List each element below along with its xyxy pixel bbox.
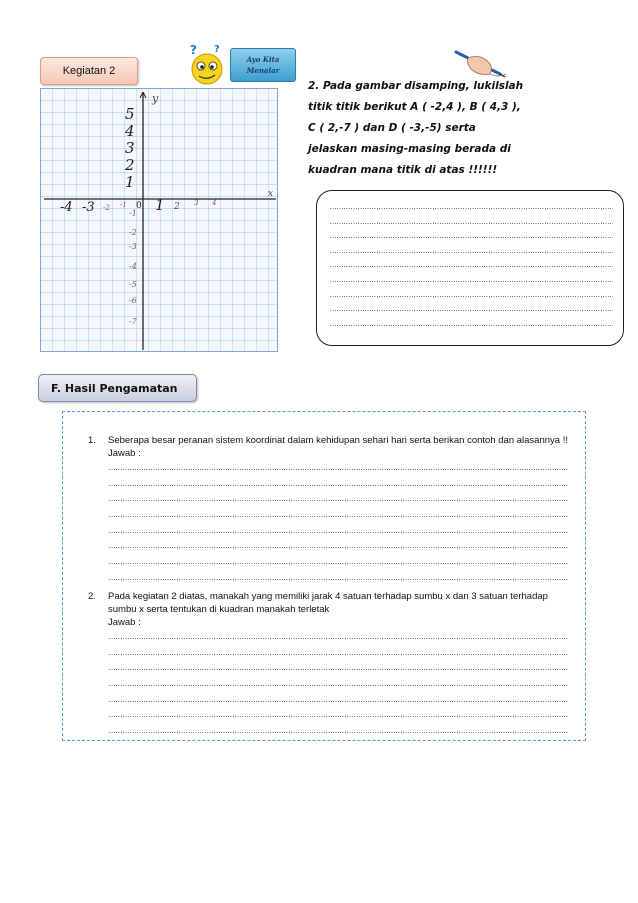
answer-line[interactable]: [108, 554, 568, 570]
x-tick-neg1: -1: [120, 201, 127, 209]
answer-label: Jawab :: [108, 448, 141, 459]
question-line: 2. Pada gambar disamping, lukilslah: [308, 80, 524, 92]
x-tick-1: 1: [155, 196, 165, 214]
y-tick-neg3: -3: [129, 242, 137, 251]
y-tick-neg1: -1: [129, 209, 137, 218]
answer-line[interactable]: [108, 507, 568, 523]
answer-line[interactable]: [108, 538, 568, 554]
answer-line[interactable]: [108, 460, 568, 476]
answer-box[interactable]: [316, 190, 624, 346]
answer-line[interactable]: [108, 723, 568, 739]
answer-line[interactable]: [108, 645, 568, 661]
y-tick-neg7: -7: [129, 317, 137, 326]
question-line: jelaskan masing-masing berada di: [308, 143, 511, 155]
y-tick-neg6: -6: [129, 296, 137, 305]
answer-line: [329, 258, 613, 273]
answer-line[interactable]: [108, 570, 568, 586]
answer-line: [329, 273, 613, 288]
answer-line: [329, 317, 613, 332]
y-tick-1: 1: [125, 173, 135, 191]
question-text: Seberapa besar peranan sistem koordinat dalam kehidupan sehari hari serta berikan contoh dan alasannya !!: [108, 435, 568, 446]
y-tick-neg5: -5: [129, 280, 137, 289]
answer-line[interactable]: [108, 476, 568, 492]
ayo-kita-menalar-badge: Ayo Kita Menalar: [230, 48, 296, 82]
answer-line[interactable]: [108, 660, 568, 676]
y-tick-2: 2: [125, 156, 135, 174]
x-tick-4: 4: [212, 199, 217, 207]
x-tick-neg3: -3: [82, 200, 95, 215]
y-tick-4: 4: [125, 122, 135, 140]
answer-line: [329, 215, 613, 230]
svg-text:?: ?: [190, 43, 197, 57]
thinking-emoji-icon: [188, 42, 228, 88]
answer-line[interactable]: [108, 692, 568, 708]
answer-line: [329, 244, 613, 259]
answer-line: [329, 229, 613, 244]
svg-text:?: ?: [214, 44, 220, 55]
x-axis-label: x: [268, 189, 274, 199]
answer-line[interactable]: [108, 707, 568, 723]
answer-line[interactable]: [108, 676, 568, 692]
answer-line[interactable]: [108, 523, 568, 539]
question-text: Pada kegiatan 2 diatas, manakah yang memiliki jarak 4 satuan terhadap sumbu x dan 3 satuan terhadap sumbu x serta tentukan di kuadran manakah terletak: [108, 591, 548, 615]
x-tick-neg4: -4: [60, 200, 73, 215]
answer-line[interactable]: [108, 629, 568, 645]
answer-line: [329, 288, 613, 303]
question-line: kuadran mana titik di atas !!!!!!: [308, 164, 498, 176]
y-tick-neg4: -4: [129, 262, 137, 271]
origin-label: 0: [136, 201, 142, 211]
coordinate-grid: [40, 88, 278, 352]
question-line: titik titik berikut A ( -2,4 ), B ( 4,3 ),: [308, 101, 521, 113]
y-tick-3: 3: [125, 139, 135, 157]
answer-line[interactable]: [108, 491, 568, 507]
section-title-tab: F. Hasil Pengamatan: [38, 374, 197, 402]
y-tick-neg2: -2: [129, 228, 137, 237]
question-2: [308, 76, 608, 181]
x-tick-2: 2: [174, 202, 180, 212]
answer-line: [329, 302, 613, 317]
x-tick-neg2: -2: [103, 204, 110, 212]
y-axis-label: y: [152, 92, 159, 105]
answer-line: [329, 200, 613, 215]
question-line: C ( 2,-7 ) dan D ( -3,-5) serta: [308, 122, 476, 134]
result-question-2: [88, 590, 568, 739]
question-number: 1.: [88, 435, 96, 446]
y-tick-5: 5: [125, 105, 135, 123]
question-number: 2.: [88, 591, 96, 602]
result-question-1: [88, 434, 568, 586]
x-tick-3: 3: [194, 199, 199, 207]
answer-label: Jawab :: [108, 617, 141, 628]
activity-tab: Kegiatan 2: [40, 57, 138, 85]
